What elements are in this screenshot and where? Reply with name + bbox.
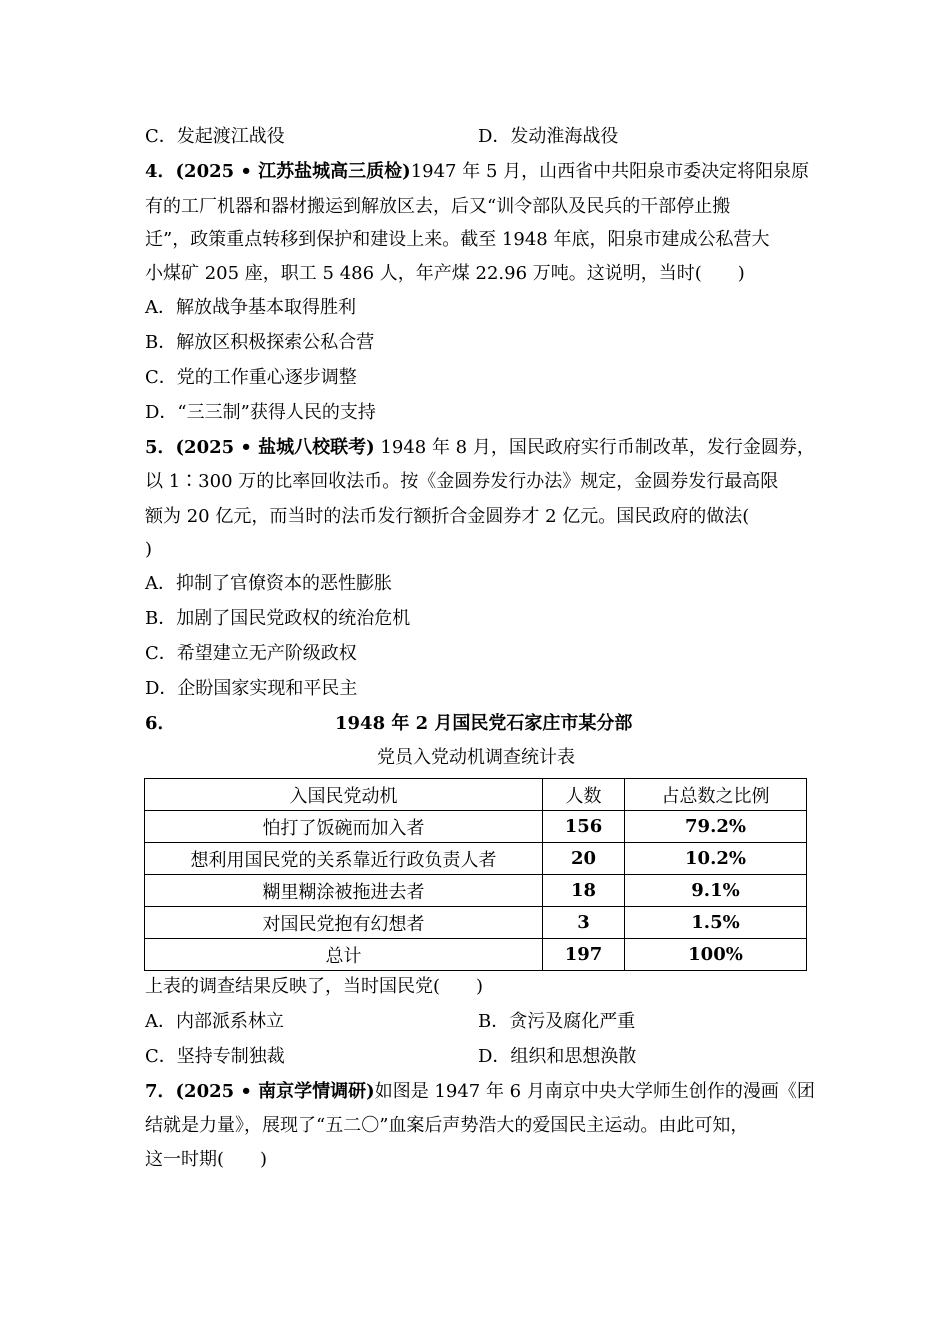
table-cell-count: 156 (543, 811, 625, 843)
q6-option-d: D．组织和思想涣散 (478, 1046, 637, 1067)
q5-option-d: D．企盼国家实现和平民主 (145, 678, 358, 699)
q6-option-c: C．坚持专制独裁 (145, 1046, 285, 1067)
table-header-ratio: 占总数之比例 (625, 779, 807, 811)
table-cell-ratio: 9.1% (625, 875, 807, 907)
q4-option-b: B．解放区积极探索公私合营 (145, 332, 375, 353)
q7-stem-line-1: 7．(2025 • 南京学情调研)如图是 1947 年 6 月南京中央大学师生创作的漫画《团 (145, 1081, 815, 1102)
q6-options-row-2 (145, 1045, 637, 1069)
q5-stem-line-2: 以 1∶300 万的比率回收法币。按《金圆券发行办法》规定，金圆券发行最高限 (145, 471, 779, 492)
q5-source: (2025 • 盐城八校联考) (175, 437, 375, 458)
q4-stem-line-4: 小煤矿 205 座，职工 5 486 人，年产煤 22.96 万吨。这说明，当时( ) (145, 263, 745, 284)
table-row (145, 843, 807, 875)
q3-option-c: C．发起渡江战役 (145, 126, 285, 147)
q4-option-a: A．解放战争基本取得胜利 (145, 297, 356, 318)
table-cell-count: 3 (543, 907, 625, 939)
q5-number: 5． (145, 437, 176, 458)
q4-number: 4． (145, 161, 176, 182)
table-header-motive: 入国民党动机 (145, 779, 543, 811)
q5-option-a: A．抑制了官僚资本的恶性膨胀 (145, 573, 392, 594)
q4-source: (2025 • 江苏盐城高三质检) (175, 161, 411, 182)
table-header-row (145, 779, 807, 811)
q4-option-c: C．党的工作重心逐步调整 (145, 367, 357, 388)
table-row (145, 811, 807, 843)
q5-stem-line-3: 额为 20 亿元，而当时的法币发行额折合金圆券才 2 亿元。国民政府的做法( (145, 506, 750, 527)
table-total-count: 197 (543, 939, 625, 971)
table-cell-ratio: 10.2% (625, 843, 807, 875)
q6-statistics-table (144, 778, 807, 971)
table-total-label: 总计 (145, 939, 543, 971)
q5-stem-line-1: 5．(2025 • 盐城八校联考) 1948 年 8 月，国民政府实行币制改革，发行金圆券， (145, 437, 815, 458)
q6-question: 上表的调查结果反映了，当时国民党( ) (145, 976, 484, 997)
q4-option-d: D．“三三制”获得人民的支持 (145, 402, 376, 423)
q5-option-c: C．希望建立无产阶级政权 (145, 643, 357, 664)
q6-title-row (145, 712, 807, 736)
table-cell-ratio: 79.2% (625, 811, 807, 843)
table-cell-motive: 怕打了饭碗而加入者 (145, 811, 543, 843)
q6-option-a: A．内部派系林立 (145, 1011, 284, 1032)
q6-options-row-1 (145, 1010, 636, 1034)
table-cell-motive: 想利用国民党的关系靠近行政负责人者 (145, 843, 543, 875)
q6-title-line-1: 1948 年 2 月国民党石家庄市某分部 (335, 713, 633, 734)
q7-stem-line-2: 结就是力量》，展现了“五二〇”血案后声势浩大的爱国民主运动。由此可知， (145, 1115, 749, 1136)
q6-title-line-2: 党员入党动机调查统计表 (377, 747, 575, 768)
q3-option-d: D．发动淮海战役 (478, 126, 619, 147)
q4-stem-line-1: 4．(2025 • 江苏盐城高三质检)1947 年 5 月，山西省中共阳泉市委决定将阳泉原 (145, 161, 810, 182)
table-cell-count: 18 (543, 875, 625, 907)
table-row (145, 875, 807, 907)
q3-options-row (145, 125, 619, 149)
q7-source: (2025 • 南京学情调研) (175, 1081, 375, 1102)
table-row (145, 907, 807, 939)
q6-option-b: B．贪污及腐化严重 (478, 1011, 636, 1032)
table-total-ratio: 100% (625, 939, 807, 971)
q5-stem-line-4: ) (145, 539, 153, 560)
q7-number: 7． (145, 1081, 176, 1102)
q5-option-b: B．加剧了国民党政权的统治危机 (145, 608, 411, 629)
table-cell-ratio: 1.5% (625, 907, 807, 939)
q6-number: 6． (145, 713, 176, 734)
q4-stem-line-2: 有的工厂机器和器材搬运到解放区去，后又“训令部队及民兵的干部停止搬 (145, 196, 731, 217)
table-header-count: 人数 (543, 779, 625, 811)
table-cell-motive: 糊里糊涂被拖进去者 (145, 875, 543, 907)
table-total-row (145, 939, 807, 971)
q4-stem-line-3: 迁”，政策重点转移到保护和建设上来。截至 1948 年底，阳泉市建成公私营大 (145, 229, 770, 250)
table-cell-count: 20 (543, 843, 625, 875)
q7-stem-line-3: 这一时期( ) (145, 1149, 268, 1170)
table-cell-motive: 对国民党抱有幻想者 (145, 907, 543, 939)
